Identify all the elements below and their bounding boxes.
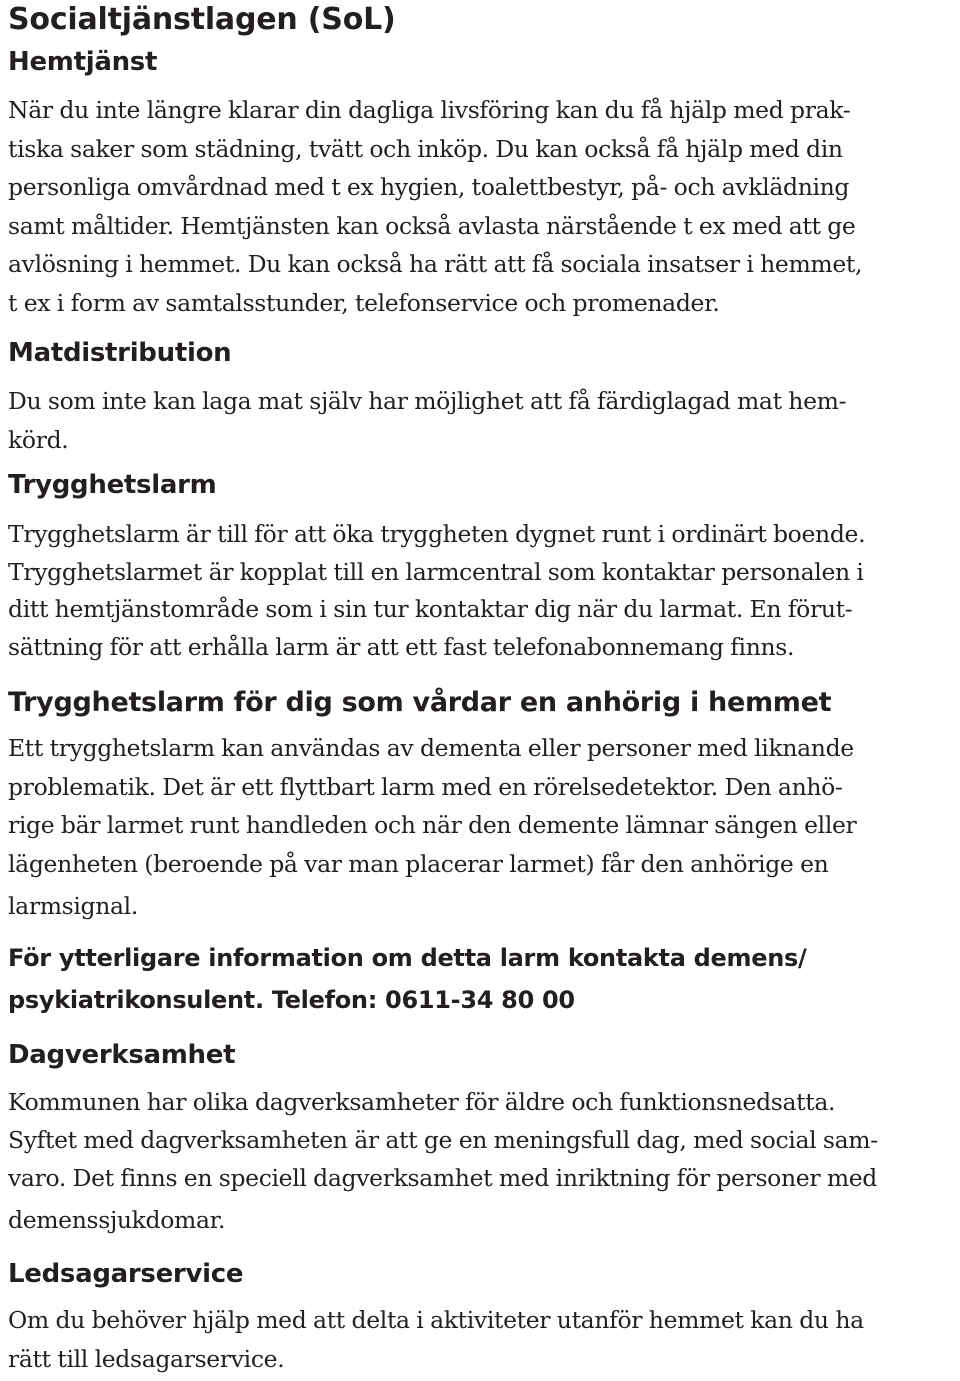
- section-body-dagverksamhet: [8, 1083, 878, 1239]
- section-heading-dagverksamhet: Dagverksamhet: [8, 1040, 236, 1070]
- section-body-trygghetslarm: [8, 516, 865, 666]
- body-line: demenssjukdomar.: [8, 1206, 226, 1234]
- body-line: varo. Det finns en speciell dagverksamhet med inriktning för personer med: [8, 1164, 878, 1192]
- body-line: rätt till ledsagarservice.: [8, 1345, 285, 1373]
- section-heading-matdistribution: Matdistribution: [8, 338, 232, 368]
- body-line: körd.: [8, 425, 69, 454]
- body-line: Om du behöver hjälp med att delta i aktiviteter utanför hemmet kan du ha: [8, 1306, 864, 1334]
- section-body-matdistribution: [8, 382, 846, 459]
- body-line: avlösning i hemmet. Du kan också ha rätt att få sociala insatser i hemmet,: [8, 250, 863, 278]
- section-heading-ledsagarservice: Ledsagarservice: [8, 1259, 244, 1289]
- body-line: personliga omvårdnad med t ex hygien, toalettbestyr, på- och avklädning: [8, 173, 850, 201]
- section-body-trygghetslarm-anhorig: [8, 729, 856, 926]
- body-line: Trygghetslarmet är kopplat till en larmcentral som kontaktar personalen i: [8, 557, 864, 586]
- body-line: När du inte längre klarar din dagliga livsföring kan du få hjälp med prak-: [8, 96, 851, 124]
- section-body-hemtjanst: [8, 91, 862, 322]
- section-heading-trygghetslarm: Trygghetslarm: [8, 470, 217, 500]
- section-heading-trygghetslarm-anhorig: Trygghetslarm för dig som vårdar en anhörig i hemmet: [8, 687, 832, 718]
- body-line: Trygghetslarm är till för att öka tryggheten dygnet runt i ordinärt boende.: [8, 520, 866, 548]
- body-line: t ex i form av samtalsstunder, telefonservice och promenader.: [8, 288, 720, 317]
- body-line: Syftet med dagverksamheten är att ge en meningsfull dag, med social sam-: [8, 1126, 878, 1154]
- body-line: Du som inte kan laga mat själv har möjlighet att få färdiglagad mat hem-: [8, 387, 847, 415]
- body-line: problematik. Det är ett flyttbart larm med en rörelsedetektor. Den anhö-: [8, 772, 843, 801]
- contact-note-line: psykiatrikonsulent. Telefon: 0611-34 80 00: [8, 986, 575, 1014]
- body-line: larmsignal.: [8, 892, 138, 920]
- document-title: Socialtjänstlagen (SoL): [8, 2, 396, 37]
- contact-note-line: För ytterligare information om detta larm kontakta demens/: [8, 944, 807, 972]
- section-heading-hemtjanst: Hemtjänst: [8, 47, 158, 77]
- section-body-ledsagarservice: [8, 1301, 864, 1379]
- body-line: sättning för att erhålla larm är att ett fast telefonabonnemang finns.: [8, 632, 795, 661]
- body-line: rige bär larmet runt handleden och när den demente lämnar sängen eller: [8, 811, 857, 839]
- body-line: tiska saker som städning, tvätt och inköp. Du kan också få hjälp med din: [8, 134, 843, 163]
- body-line: samt måltider. Hemtjänsten kan också avlasta närstående t ex med att ge: [8, 211, 856, 240]
- body-line: Kommunen har olika dagverksamheter för äldre och funktionsnedsatta.: [8, 1088, 836, 1116]
- body-line: Ett trygghetslarm kan användas av dementa eller personer med liknande: [8, 734, 854, 762]
- body-line: ditt hemtjänstområde som i sin tur kontaktar dig när du larmat. En förut-: [8, 595, 853, 623]
- body-line: lägenheten (beroende på var man placerar larmet) får den anhörige en: [8, 849, 829, 878]
- contact-note: [8, 937, 806, 1021]
